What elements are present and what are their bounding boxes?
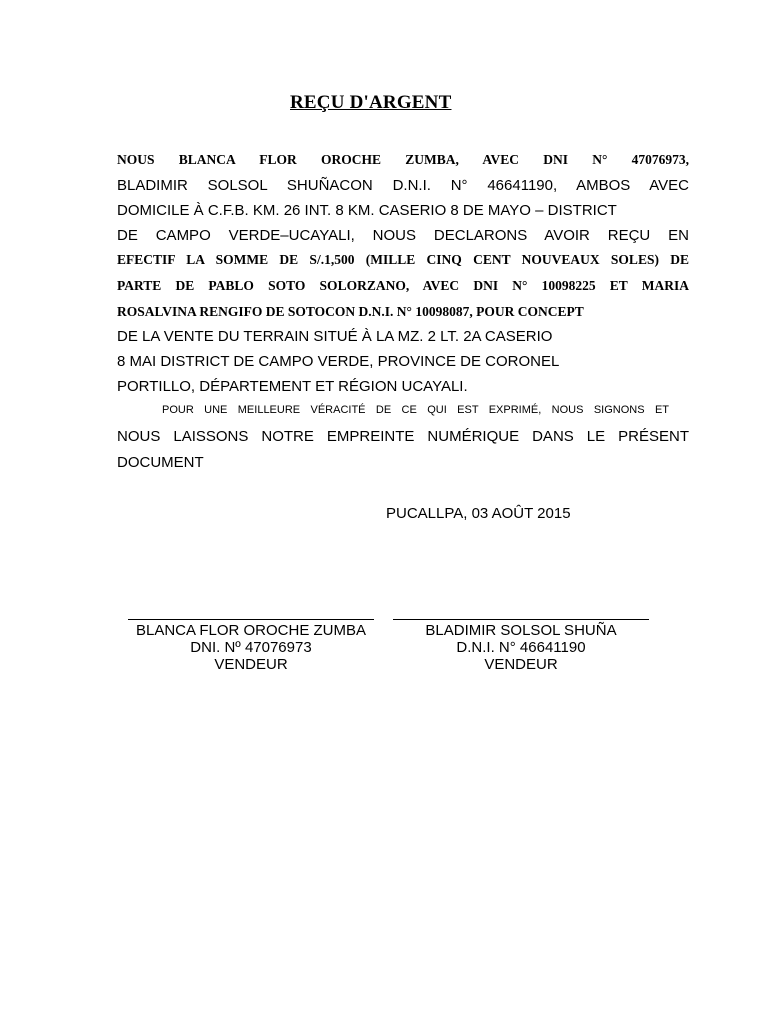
body-line: PORTILLO, DÉPARTEMENT ET RÉGION UCAYALI. [117, 378, 468, 395]
body-line: EFECTIF LA SOMME DE S/.1,500 (MILLE CINQ CENT NOUVEAUX SOLES) DE [117, 252, 689, 267]
body-line: NOUS BLANCA FLOR OROCHE ZUMBA, AVEC DNI N° 47076973, [117, 152, 689, 167]
body-line: BLADIMIR SOLSOL SHUÑACON D.N.I. N° 46641190, AMBOS AVEC [117, 177, 689, 194]
place-date: PUCALLPA, 03 AOÛT 2015 [386, 505, 571, 522]
signatory-name: BLANCA FLOR OROCHE ZUMBA [135, 622, 367, 639]
signatory-role: VENDEUR [484, 656, 558, 673]
signature-block-seller-2 [393, 602, 649, 673]
body-line: DOMICILE À C.F.B. KM. 26 INT. 8 KM. CASERIO 8 DE MAYO – DISTRICT [117, 202, 617, 219]
signature-line [393, 619, 649, 620]
body-line: POUR UNE MEILLEURE VÉRACITÉ DE CE QUI EST EXPRIMÉ, NOUS SIGNONS ET [162, 404, 669, 416]
body-line: NOUS LAISSONS NOTRE EMPREINTE NUMÉRIQUE DANS LE PRÉSENT [117, 428, 689, 445]
body-line: PARTE DE PABLO SOTO SOLORZANO, AVEC DNI N° 10098225 ET MARIA [117, 278, 689, 293]
body-line: DE LA VENTE DU TERRAIN SITUÉ À LA MZ. 2 LT. 2A CASERIO [117, 328, 553, 345]
signatory-id: DNI. Nº 47076973 [190, 639, 312, 656]
body-line: DE CAMPO VERDE–UCAYALI, NOUS DECLARONS AVOIR REÇU EN [117, 227, 689, 244]
signatory-role: VENDEUR [214, 656, 288, 673]
signatory-id: D.N.I. N° 46641190 [456, 639, 586, 656]
body-line: ROSALVINA RENGIFO DE SOTOCON D.N.I. N° 10098087, POUR CONCEPT [117, 304, 584, 319]
document-title: REÇU D'ARGENT [290, 92, 452, 113]
signatory-name: BLADIMIR SOLSOL SHUÑA [425, 622, 617, 639]
signature-block-seller-1 [128, 602, 374, 673]
body-line: DOCUMENT [117, 454, 204, 471]
signature-line [128, 619, 374, 620]
body-line: 8 MAI DISTRICT DE CAMPO VERDE, PROVINCE DE CORONEL [117, 353, 560, 370]
